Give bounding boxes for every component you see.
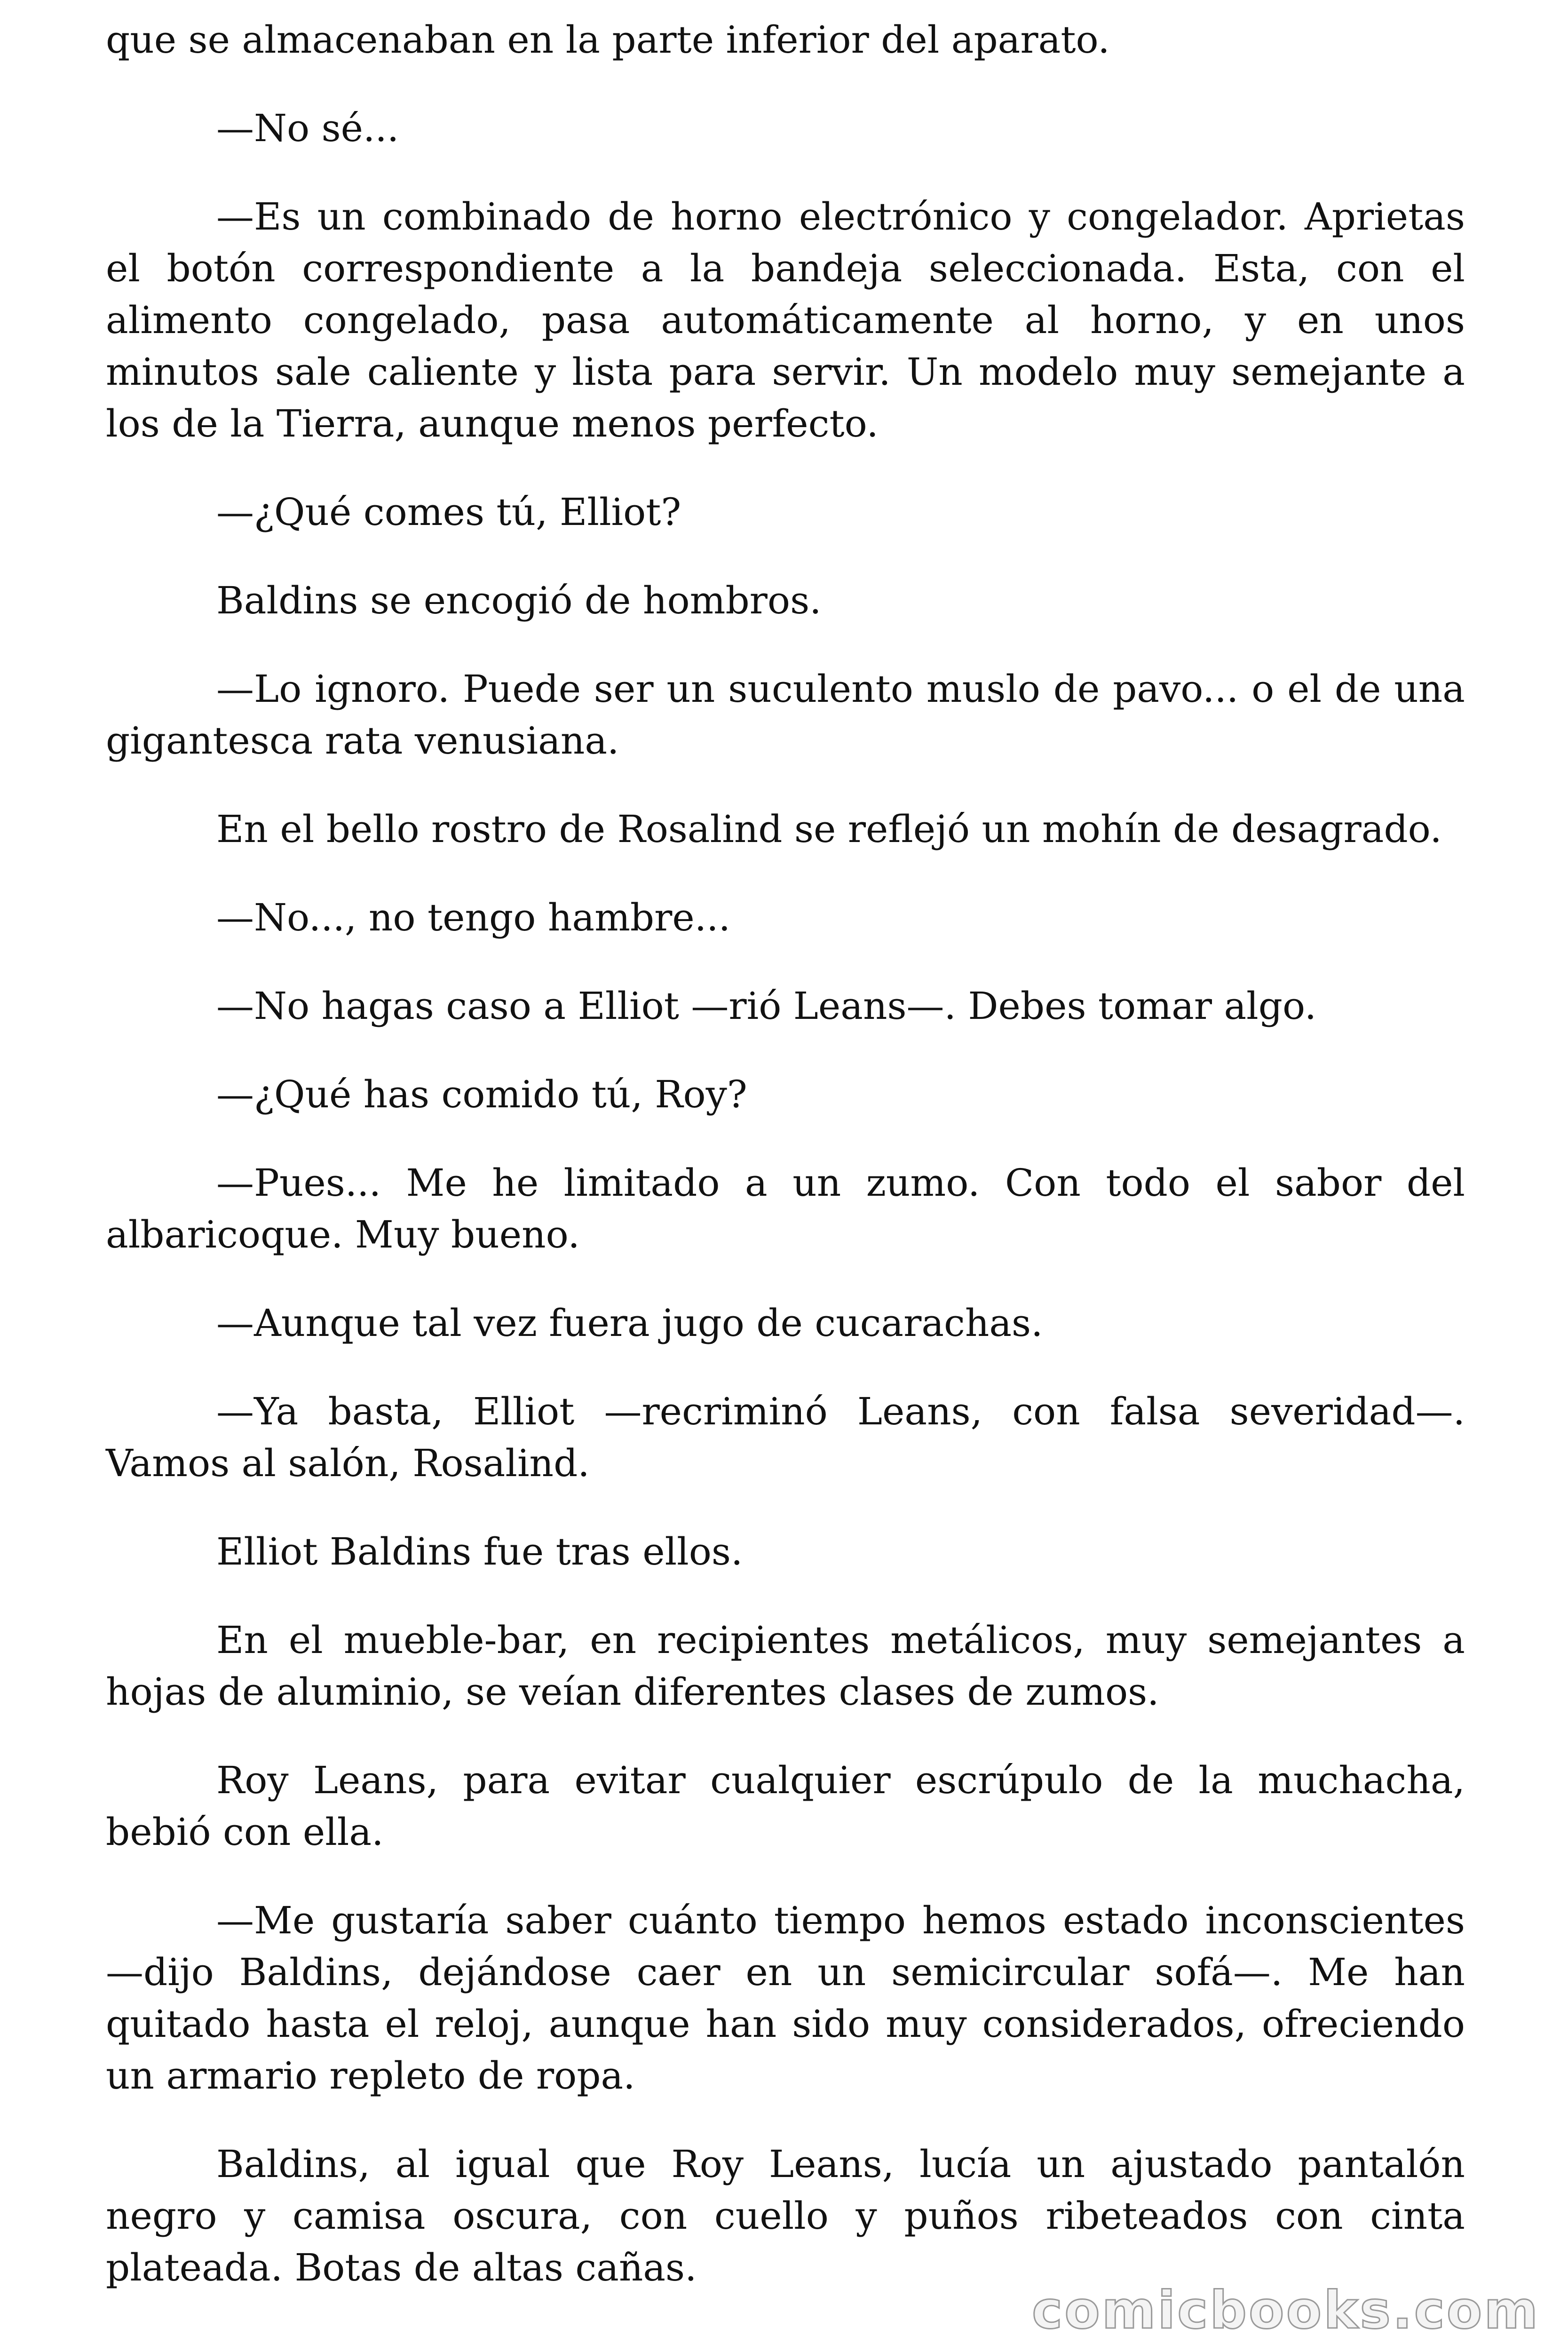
paragraph: —No..., no tengo hambre... <box>216 896 731 939</box>
paragraph: —Es un combinado de horno electrónico y congelador. Aprietas el botón correspondiente a la bandeja seleccionada. Esta, con el alimento congelado, pasa automáticamente al horno, y en unos minutos sale caliente y lista para servir. Un modelo muy semejante a los de la Tierra, aunque menos perfecto. <box>106 195 1465 445</box>
paragraph: —¿Qué comes tú, Elliot? <box>216 490 681 534</box>
paragraph: Elliot Baldins fue tras ellos. <box>216 1530 743 1573</box>
paragraph: —Pues... Me he limitado a un zumo. Con todo el sabor del albaricoque. Muy bueno. <box>106 1161 1465 1256</box>
paragraph: —¿Qué has comido tú, Roy? <box>216 1073 747 1116</box>
paragraph: Baldins se encogió de hombros. <box>216 579 822 622</box>
paragraph-continuation: que se almacenaban en la parte inferior del aparato. <box>106 18 1110 62</box>
paragraph: —Lo ignoro. Puede ser un suculento muslo de pavo... o el de una gigantesca rata venusiana. <box>106 667 1465 763</box>
paragraph: —Me gustaría saber cuánto tiempo hemos estado inconscientes —dijo Baldins, dejándose caer en un semicircular sofá—. Me han quitado hasta el reloj, aunque han sido muy considerados, ofreciendo un armario repleto de ropa. <box>106 1899 1465 2098</box>
paragraph: En el bello rostro de Rosalind se reflejó un mohín de desagrado. <box>216 807 1442 851</box>
paragraph: —Ya basta, Elliot —recriminó Leans, con falsa severidad—. Vamos al salón, Rosalind. <box>106 1390 1465 1485</box>
paragraph: —Aunque tal vez fuera jugo de cucarachas. <box>216 1301 1043 1345</box>
paragraph: Baldins, al igual que Roy Leans, lucía un ajustado pantalón negro y camisa oscura, con cuello y puños ribeteados con cinta plateada. Botas de altas cañas. <box>106 2142 1465 2289</box>
paragraph: —No sé... <box>216 106 399 150</box>
paragraph: Roy Leans, para evitar cualquier escrúpulo de la muchacha, bebió con ella. <box>106 1758 1465 1854</box>
page-body-text <box>106 14 1465 2330</box>
paragraph: —No hagas caso a Elliot —rió Leans—. Debes tomar algo. <box>216 984 1317 1028</box>
watermark-text: comicbooks.com <box>1032 2280 1540 2340</box>
paragraph: En el mueble-bar, en recipientes metálicos, muy semejantes a hojas de aluminio, se veían diferentes clases de zumos. <box>106 1618 1465 1714</box>
